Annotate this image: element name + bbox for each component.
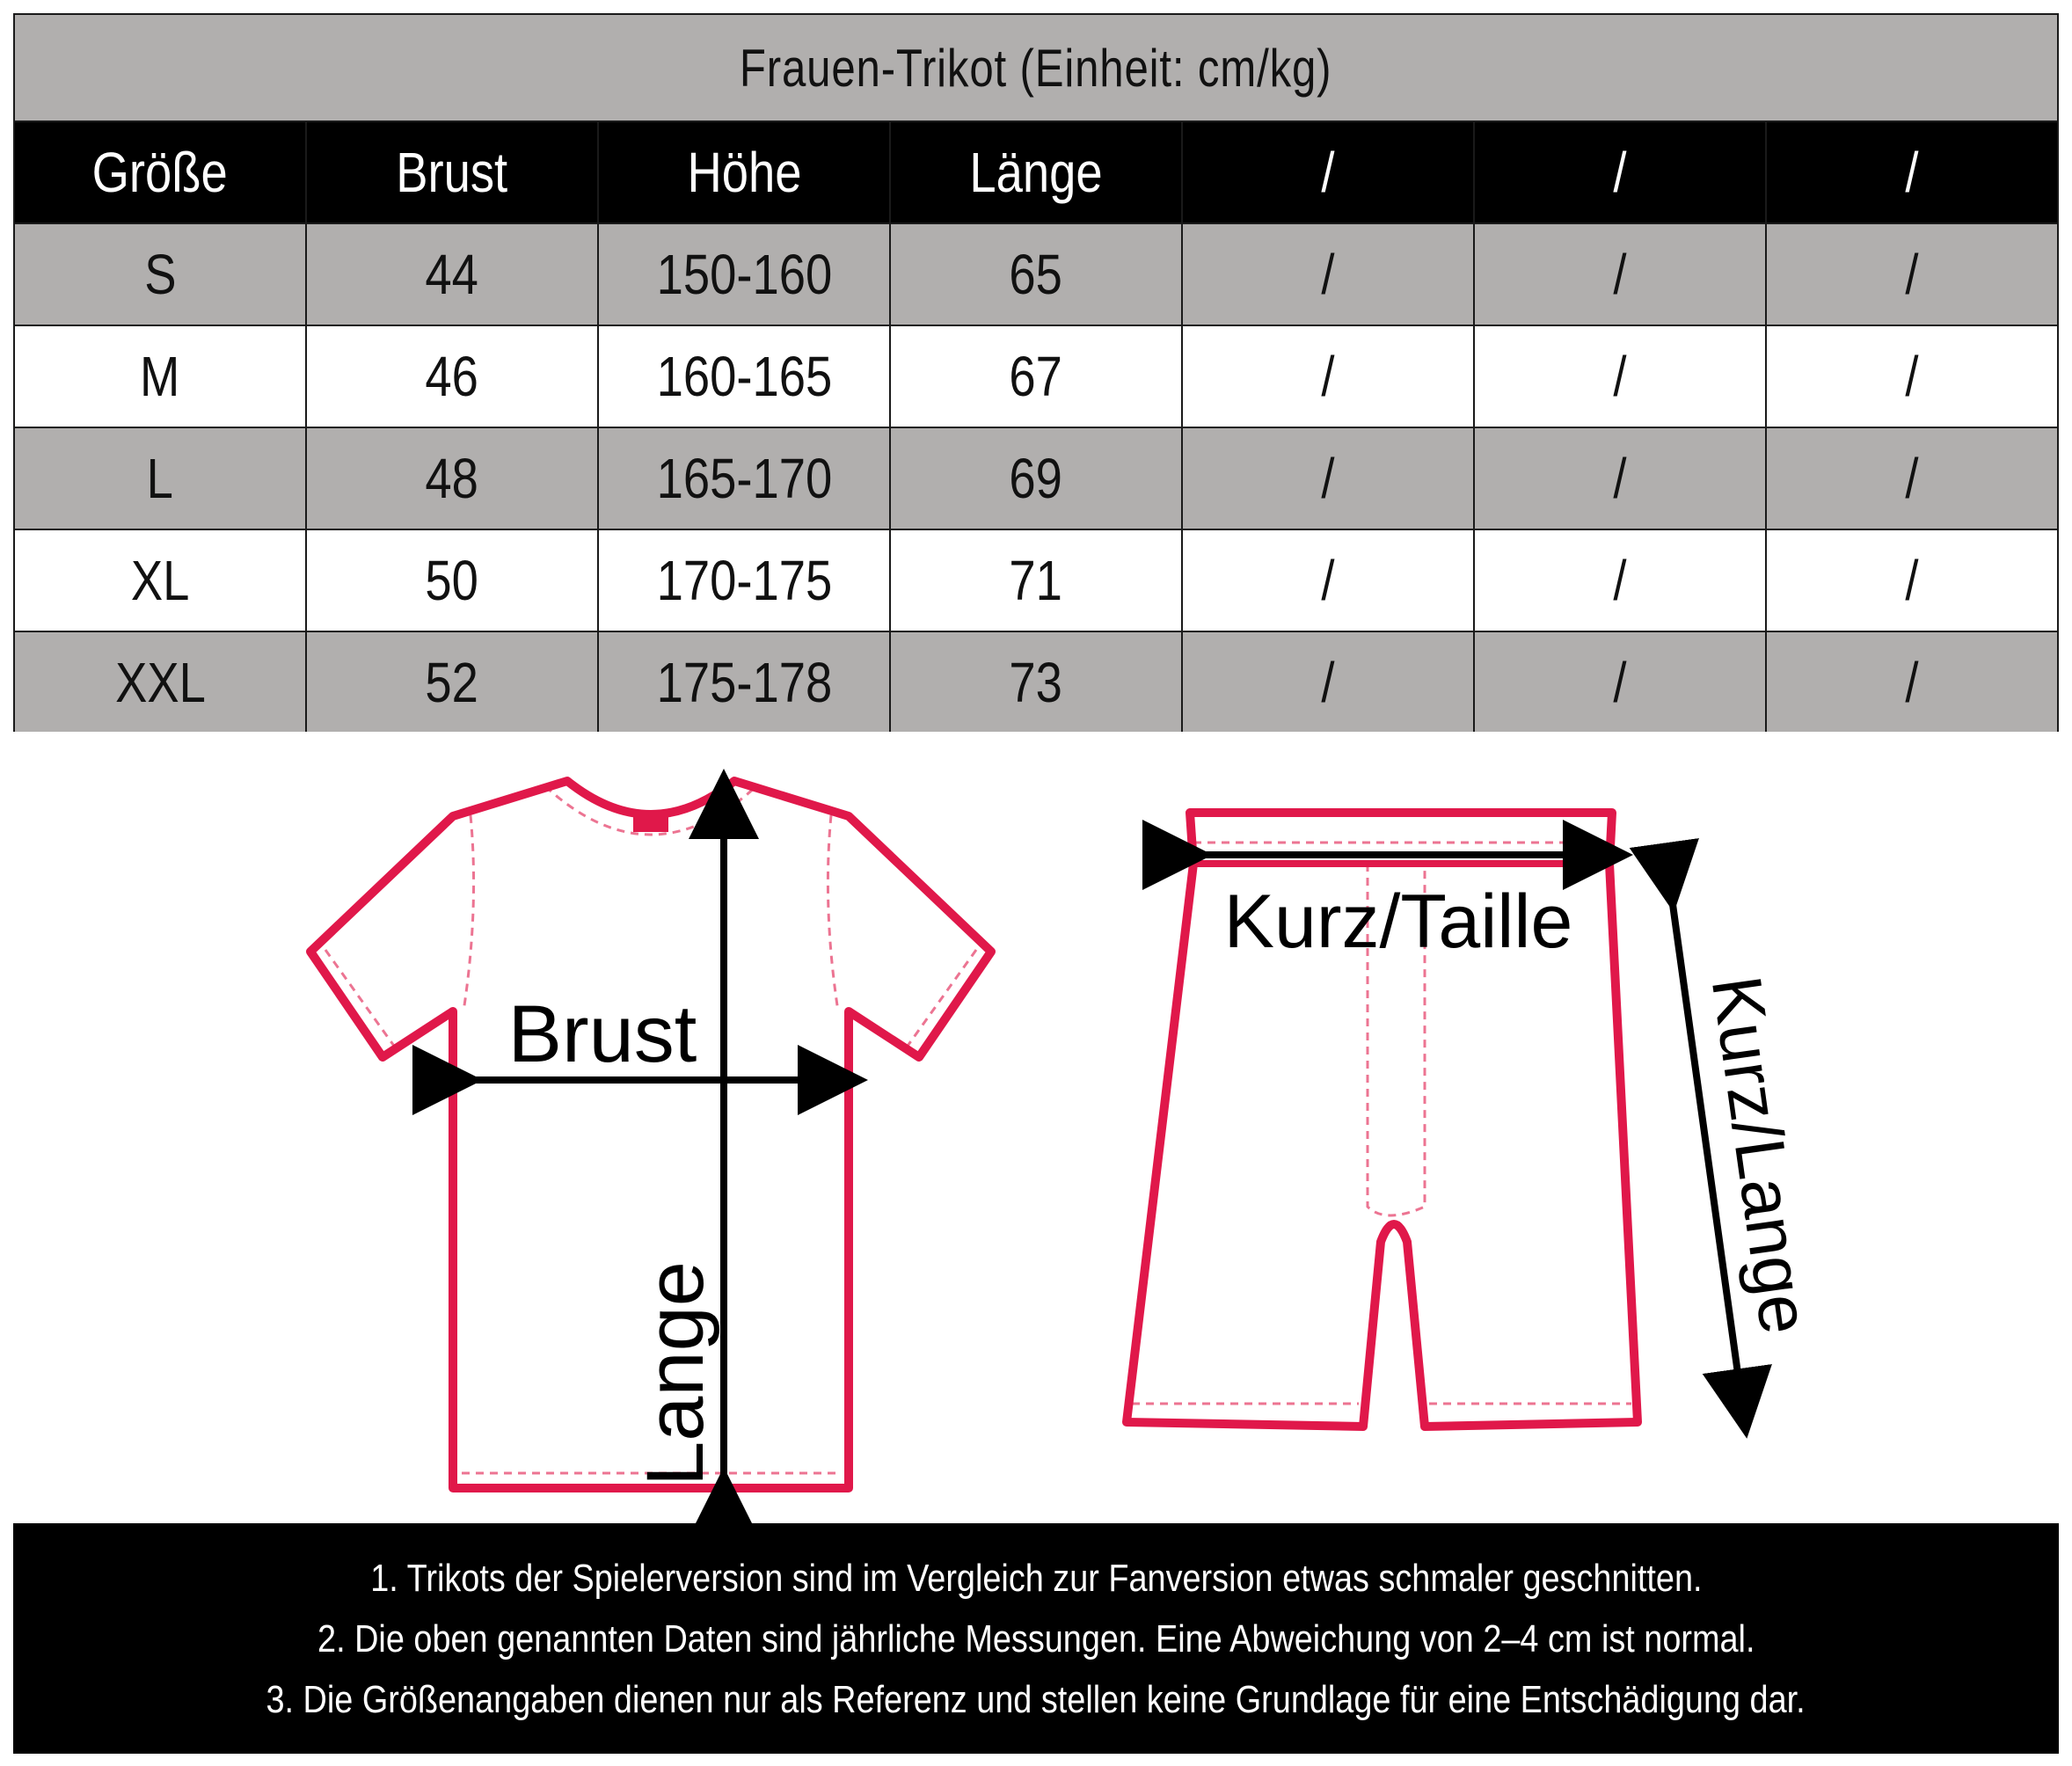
cell-empty: / xyxy=(1474,529,1766,631)
cell-empty: / xyxy=(1766,325,2058,427)
cell-size: L xyxy=(14,427,306,529)
cell-size: XXL xyxy=(14,631,306,733)
notes-panel xyxy=(13,1523,2059,1754)
header-empty-2: / xyxy=(1474,121,1766,223)
table-title: Frauen-Trikot (Einheit: cm/kg) xyxy=(14,14,2058,121)
shorts-waist-label: Kurz/Taille xyxy=(1223,879,1573,964)
cell-chest: 46 xyxy=(306,325,598,427)
cell-chest: 48 xyxy=(306,427,598,529)
table-row xyxy=(14,223,2058,325)
cell-empty: / xyxy=(1766,427,2058,529)
cell-chest: 44 xyxy=(306,223,598,325)
header-empty-1: / xyxy=(1182,121,1474,223)
cell-empty: / xyxy=(1766,529,2058,631)
shirt-length-label: Lange xyxy=(631,1261,720,1486)
measurement-svg xyxy=(13,732,2059,1523)
table-header-row xyxy=(14,121,2058,223)
cell-length: 69 xyxy=(890,427,1182,529)
note-3: 3. Die Größenangaben dienen nur als Referenz und stellen keine Grundlage für eine Entschädigung dar. xyxy=(266,1677,1806,1721)
size-table xyxy=(13,13,2059,734)
cell-empty: / xyxy=(1766,223,2058,325)
cell-size: S xyxy=(14,223,306,325)
cell-empty: / xyxy=(1474,223,1766,325)
cell-empty: / xyxy=(1474,427,1766,529)
cell-chest: 52 xyxy=(306,631,598,733)
cell-height: 165-170 xyxy=(598,427,890,529)
size-chart xyxy=(13,13,2059,734)
cell-empty: / xyxy=(1766,631,2058,733)
measurement-diagram xyxy=(13,732,2059,1523)
cell-empty: / xyxy=(1182,427,1474,529)
shirt-chest-label: Brust xyxy=(507,989,697,1079)
header-size: Größe xyxy=(14,121,306,223)
cell-length: 71 xyxy=(890,529,1182,631)
cell-height: 170-175 xyxy=(598,529,890,631)
cell-height: 175-178 xyxy=(598,631,890,733)
shorts-length-label: Kurz/Lange xyxy=(1696,971,1825,1339)
table-row xyxy=(14,529,2058,631)
cell-height: 160-165 xyxy=(598,325,890,427)
cell-size: M xyxy=(14,325,306,427)
cell-empty: / xyxy=(1474,325,1766,427)
header-height: Höhe xyxy=(598,121,890,223)
note-2: 2. Die oben genannten Daten sind jährliche Messungen. Eine Abweichung von 2–4 cm ist normal. xyxy=(317,1616,1755,1660)
header-empty-3: / xyxy=(1766,121,2058,223)
note-1: 1. Trikots der Spielerversion sind im Vergleich zur Fanversion etwas schmaler geschnitten. xyxy=(369,1556,1703,1600)
table-row xyxy=(14,427,2058,529)
cell-empty: / xyxy=(1182,631,1474,733)
cell-chest: 50 xyxy=(306,529,598,631)
table-title-row xyxy=(14,14,2058,121)
header-chest: Brust xyxy=(306,121,598,223)
cell-empty: / xyxy=(1182,325,1474,427)
cell-size: XL xyxy=(14,529,306,631)
header-length: Länge xyxy=(890,121,1182,223)
table-row xyxy=(14,325,2058,427)
cell-height: 150-160 xyxy=(598,223,890,325)
cell-length: 65 xyxy=(890,223,1182,325)
cell-empty: / xyxy=(1182,529,1474,631)
cell-length: 73 xyxy=(890,631,1182,733)
table-row xyxy=(14,631,2058,733)
cell-length: 67 xyxy=(890,325,1182,427)
cell-empty: / xyxy=(1474,631,1766,733)
cell-empty: / xyxy=(1182,223,1474,325)
